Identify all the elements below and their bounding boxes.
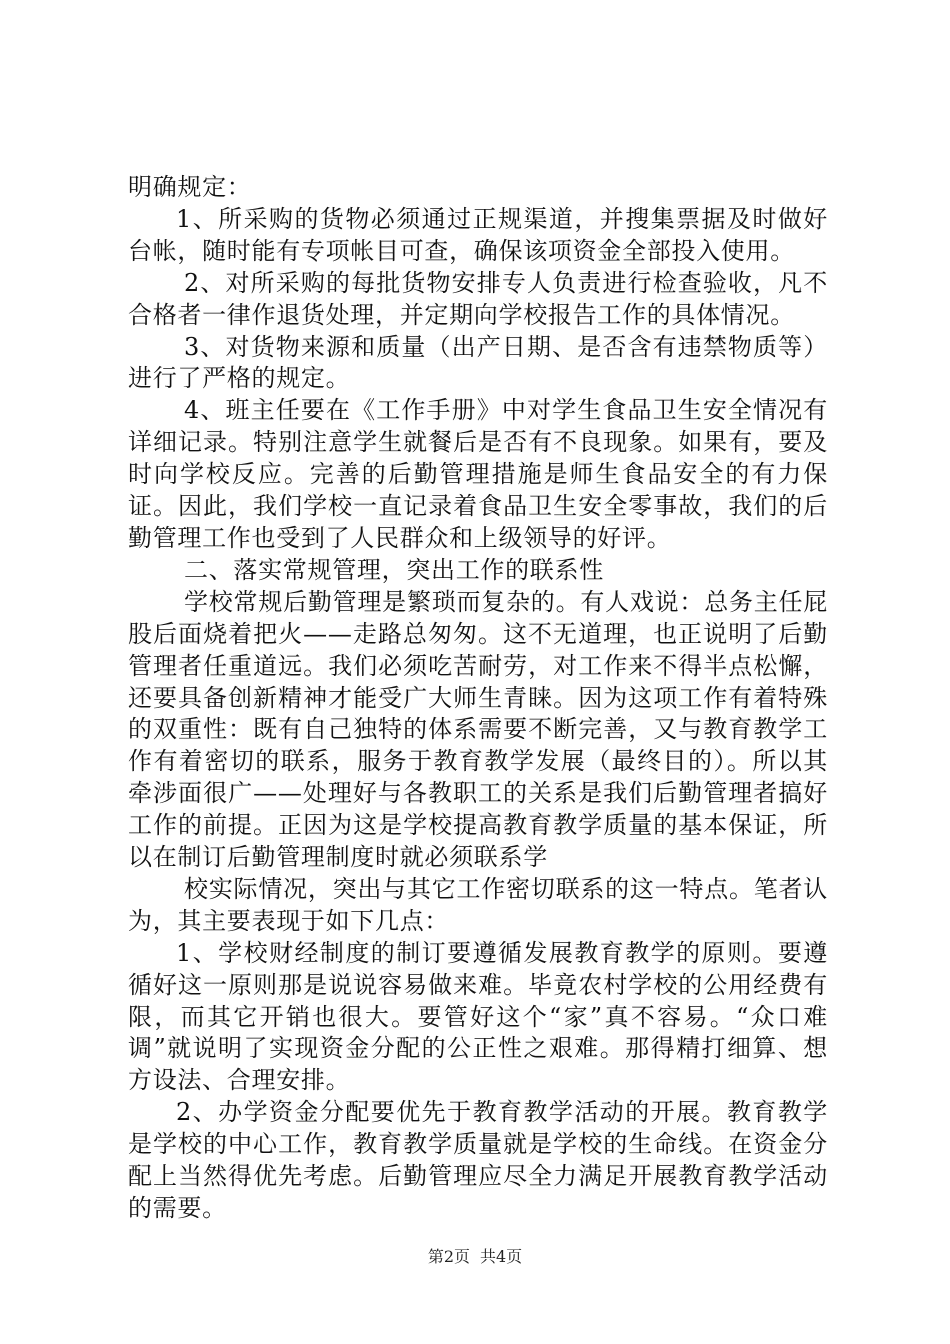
page-footer	[0, 1244, 950, 1267]
paragraph-item-2: 2、对所采购的每批货物安排专人负责进行检查验收，凡不合格者一律作退货处理，并定期向学校报告工作的具体情况。	[128, 268, 828, 329]
page-total: 共4页	[480, 1247, 523, 1266]
paragraph-item-4: 4、班主任要在《工作手册》中对学生食品卫生安全情况有详细记录。特别注意学生就餐后是否有不良现象。如果有，要及时向学校反应。完善的后勤管理措施是师生食品安全的有力保证。因此，我们学校一直记录着食品卫生安全零事故，我们的后勤管理工作也受到了人民群众和上级领导的好评。	[128, 396, 828, 552]
paragraph-point-1: 1、学校财经制度的制订要遵循发展教育教学的原则。要遵循好这一原则那是说说容易做来难。毕竟农村学校的公用经费有限，而其它开销也很大。要管好这个“家”真不容易。“众口难调”就说明了实现资金分配的公正性之艰难。那得精打细算、想方设法、合理安排。	[128, 938, 828, 1095]
paragraph-body-1: 学校常规后勤管理是繁琐而复杂的。有人戏说：总务主任屁股后面烧着把火——走路总匆匆。这不无道理，也正说明了后勤管理者任重道远。我们必须吃苦耐劳，对工作来不得半点松懈，还要具备创新精神才能受广大师生青睐。因为这项工作有着特殊的双重性：既有自己独特的体系需要不断完善，又与教育教学工作有着密切的联系，服务于教育教学发展（最终目的）。所以其牵涉面很广——处理好与各教职工的关系是我们后勤管理者搞好工作的前提。正因为这是学校提高教育教学质量的基本保证，所以在制订后勤管理制度时就必须联系学	[128, 587, 828, 872]
paragraph-item-1: 1、所采购的货物必须通过正规渠道，并搜集票据及时做好台帐，随时能有专项帐目可查，确保该项资金全部投入使用。	[128, 204, 828, 265]
paragraph-item-3: 3、对货物来源和质量（出产日期、是否含有违禁物质等）进行了严格的规定。	[128, 332, 828, 393]
paragraph-intro: 明确规定：	[128, 173, 252, 201]
paragraph-body-2: 校实际情况，突出与其它工作密切联系的这一特点。笔者认为，其主要表现于如下几点：	[128, 874, 828, 935]
section-heading: 二、落实常规管理，突出工作的联系性	[184, 555, 604, 584]
page-number: 第2页	[427, 1247, 470, 1266]
document-body	[128, 172, 828, 1225]
paragraph-point-2: 2、办学资金分配要优先于教育教学活动的开展。教育教学是学校的中心工作，教育教学质量就是学校的生命线。在资金分配上当然得优先考虑。后勤管理应尽全力满足开展教育教学活动的需要。	[128, 1098, 828, 1222]
